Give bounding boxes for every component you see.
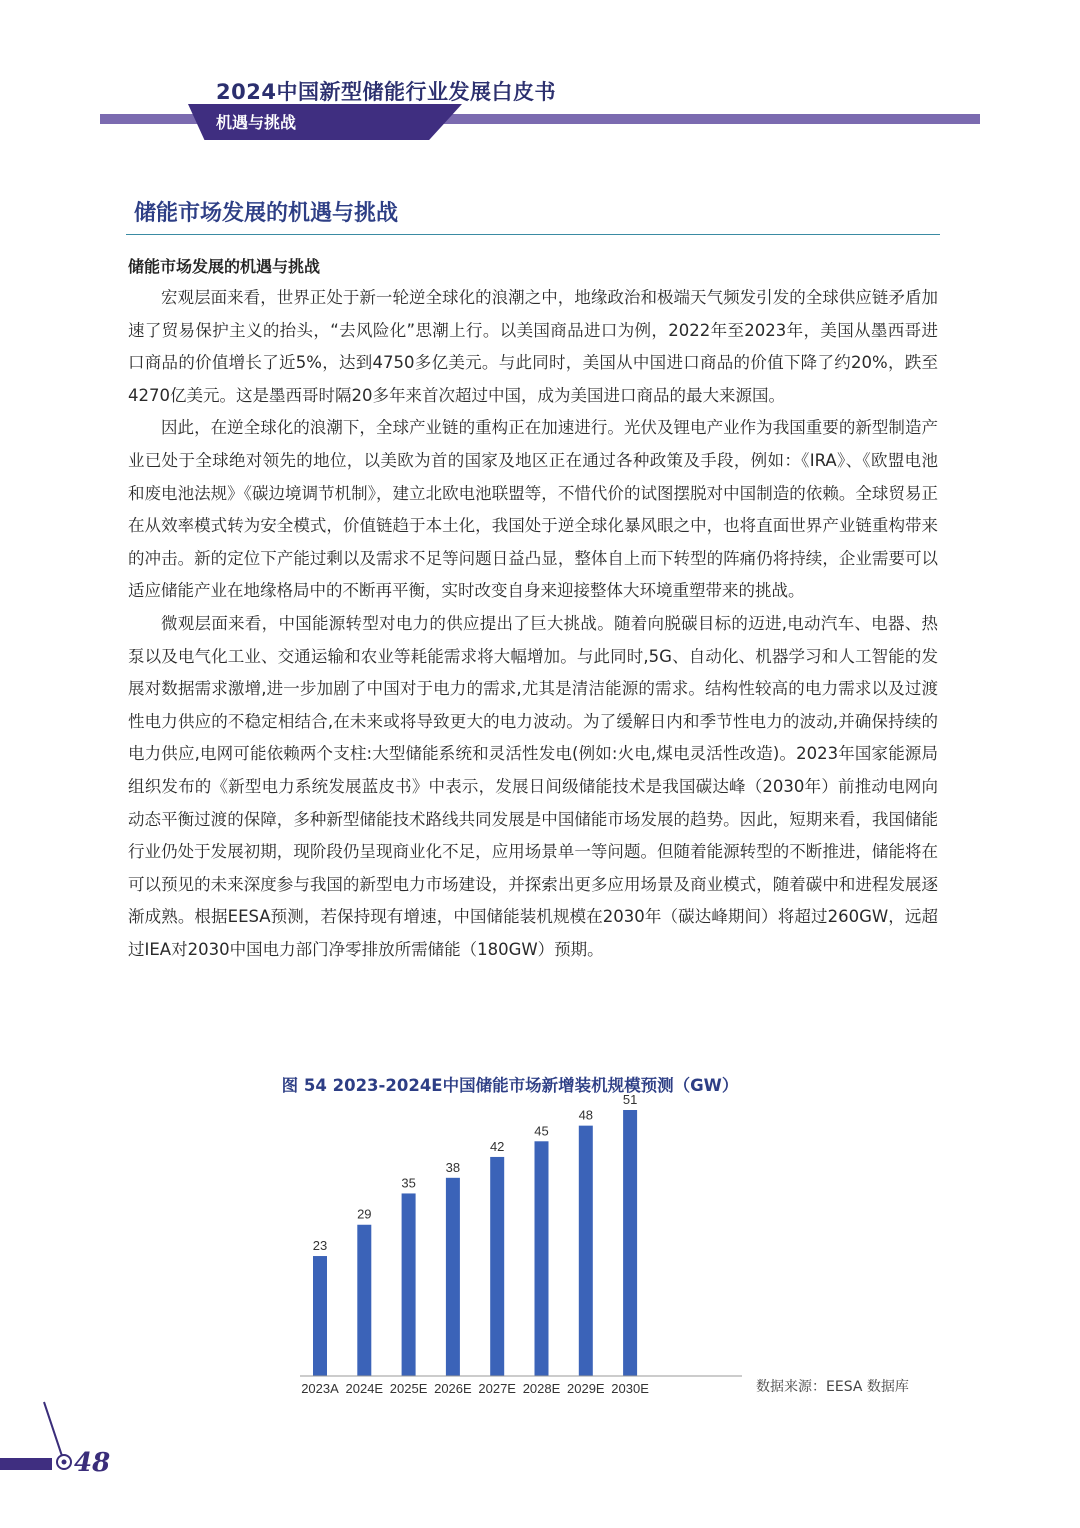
data-label: 51 (622, 1092, 638, 1107)
x-tick-label: 2026E (434, 1381, 472, 1396)
chart-source: 数据来源：EESA 数据库 (756, 1379, 909, 1395)
x-tick-label: 2024E (345, 1381, 384, 1396)
footer-needle-line (44, 1402, 62, 1456)
x-tick-label: 2030E (611, 1381, 649, 1396)
data-label: 23 (312, 1238, 328, 1254)
chapter-label: 机遇与挑战 (216, 113, 297, 132)
x-tick-label: 2025E (389, 1381, 428, 1396)
bar-2024E (357, 1225, 371, 1376)
paragraph-supply-chain: 因此，在逆全球化的浪潮下，全球产业链的重构正在加速进行。光伏及锂电产业作为我国重要的新型制造产业已处于全球绝对领先的地位，以美欧为首的国家及地区正在通过各种政策及手段，例如：《IRA》、《欧盟电池和废电池法规》《碳边境调节机制》，建立北欧电池联盟等，不惜代价的试图摆脱对中国制造的依赖。全球贸易正在从效率模式转为安全模式，价值链趋于本土化，我国处于逆全球化暴风眼之中，也将直面世界产业链重构带来的冲击。新的定位下产能过剩以及需求不足等问题日益凸显，整体自上而下转型的阵痛仍将持续，企业需要可以适应储能产业在地缘格局中的不断再平衡，实时改变自身来迎接整体大环境重塑带来的挑战。 (128, 418, 938, 601)
data-label: 48 (578, 1107, 594, 1123)
paragraph-micro: 微观层面来看，中国能源转型对电力的供应提出了巨大挑战。随着向脱碳目标的迈进,电动汽车、电器、热泵以及电气化工业、交通运输和农业等耗能需求将大幅增加。与此同时,5G、自动化、机器学习和人工智能的发展对数据需求激增,进一步加剧了中国对于电力的需求,尤其是清洁能源的需求。结构性较高的电力需求以及过渡性电力供应的不稳定相结合,在未来或将导致更大的电力波动。为了缓解日内和季节性电力的波动,并确保持续的电力供应,电网可能依赖两个支柱:大型储能系统和灵活性发电(例如:火电,煤电灵活性改造)。2023年国家能源局组织发布的《新型电力系统发展蓝皮书》中表示，发展日间级储能技术是我国碳达峰（2030年）前推动电网向动态平衡过渡的保障，多种新型储能技术路线共同发展是中国储能市场发展的趋势。因此，短期来看，我国储能行业仍处于发展初期，现阶段仍呈现商业化不足，应用场景单一等问题。但随着能源转型的不断推进，储能将在可以预见的未来深度参与我国的新型电力市场建设，并探索出更多应用场景及商业模式，随着碳中和进程发展逐渐成熟。根据EESA预测，若保持现有增速，中国储能装机规模在2030年（碳达峰期间）将超过260GW，远超过IEA对2030中国电力部门净零排放所需储能（180GW）预期。 (128, 613, 938, 959)
bar-2026E (446, 1178, 460, 1376)
page-number: 48 (74, 1448, 111, 1478)
section-subheading: 储能市场发展的机遇与挑战 (128, 257, 321, 276)
data-label: 29 (357, 1206, 372, 1222)
bar-2027E (490, 1157, 504, 1376)
x-tick-label: 2028E (522, 1381, 561, 1396)
bar-2030E (623, 1110, 637, 1376)
bar-2029E (579, 1126, 593, 1376)
paragraph-macro: 宏观层面来看，世界正处于新一轮逆全球化的浪潮之中，地缘政治和极端天气频发引发的全球供应链矛盾加速了贸易保护主义的抬头，“去风险化”思潮上行。以美国商品进口为例，2022年至2023年，美国从墨西哥进口商品的价值增长了近5%，达到4750多亿美元。与此同时，美国从中国进口商品的价值下降了约20%，跌至4270亿美元。这是墨西哥时隔20多年来首次超过中国，成为美国进口商品的最大来源国。 (128, 288, 938, 405)
data-label: 38 (445, 1159, 461, 1175)
bar-2025E (402, 1193, 416, 1376)
x-tick-label: 2027E (478, 1381, 516, 1396)
target-dot-icon (62, 1460, 67, 1465)
footer-bar (0, 1458, 52, 1470)
x-tick-label: 2023A (301, 1381, 339, 1396)
bar-2023A (313, 1256, 327, 1376)
data-label: 45 (534, 1123, 549, 1139)
report-title: 2024中国新型储能行业发展白皮书 (216, 80, 556, 104)
x-tick-label: 2029E (567, 1381, 605, 1396)
section-heading: 储能市场发展的机遇与挑战 (134, 201, 399, 226)
bar-2028E (535, 1141, 549, 1376)
data-label: 42 (489, 1138, 505, 1154)
data-label: 35 (401, 1175, 416, 1191)
chart-title: 图 54 2023-2024E中国储能市场新增装机规模预测（GW） (281, 1076, 739, 1095)
